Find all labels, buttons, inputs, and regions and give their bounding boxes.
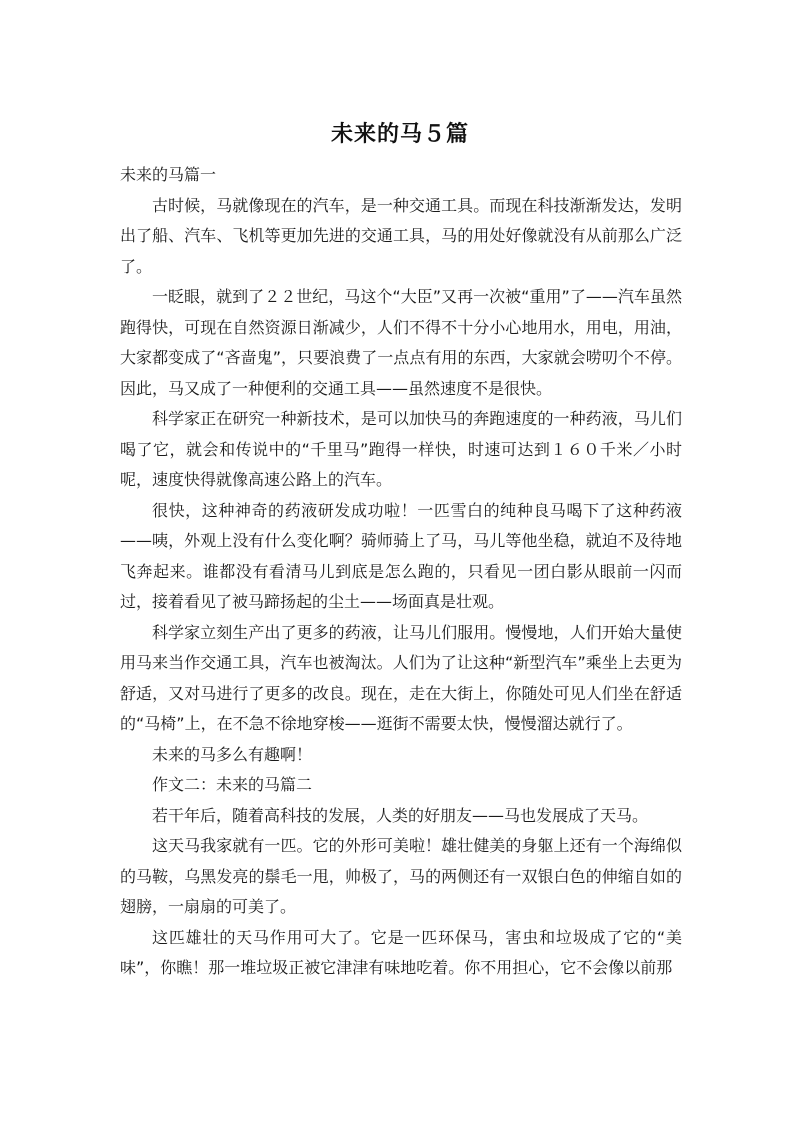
paragraph: 这匹雄壮的天马作用可大了。它是一匹环保马，害虫和垃圾成了它的“美味”，你瞧！那一堆垃圾正被它津津有味地吃着。你不用担心，它不会像以前那 — [120, 927, 682, 977]
document-body — [120, 160, 682, 984]
paragraph: 很快，这种神奇的药液研发成功啦！一匹雪白的纯种良马喝下了这种药液——咦，外观上没有什么变化啊？骑师骑上了马，马儿等他坐稳，就迫不及待地飞奔起来。谁都没有看清马儿到底是怎么跑的，只看见一团白影从眼前一闪而过，接着看见了被马蹄扬起的尘土——场面真是壮观。 — [120, 500, 682, 611]
document-title: 未来的马５篇 — [330, 122, 469, 147]
paragraph: 一眨眼，就到了２２世纪，马这个“大臣”又再一次被“重用”了——汽车虽然跑得快，可现在自然资源日渐减少，人们不得不十分小心地用水，用电，用油，大家都变成了“吝啬鬼”，只要浪费了一点点有用的东西，大家就会唠叨个不停。因此，马又成了一种便利的交通工具——虽然速度不是很快。 — [120, 287, 682, 398]
paragraph: 未来的马多么有趣啊！ — [152, 744, 313, 764]
section-heading: 未来的马篇一 — [120, 165, 217, 184]
paragraph: 科学家立刻生产出了更多的药液，让马儿们服用。慢慢地，人们开始大量使用马来当作交通工具，汽车也被淘汰。人们为了让这种“新型汽车”乘坐上去更为舒适，又对马进行了更多的改良。现在，走在大街上，你随处可见人们坐在舒适的“马椅”上，在不急不徐地穿梭——逛街不需要太快，慢慢溜达就行了。 — [120, 622, 682, 733]
paragraph: 古时候，马就像现在的汽车，是一种交通工具。而现在科技渐渐发达，发明出了船、汽车、飞机等更加先进的交通工具，马的用处好像就没有从前那么广泛了。 — [120, 195, 682, 276]
paragraph: 作文二：未来的马篇二 — [152, 775, 313, 794]
paragraph: 这天马我家就有一匹。它的外形可美啦！雄壮健美的身躯上还有一个海绵似的马鞍，乌黑发亮的鬃毛一甩，帅极了，马的两侧还有一双银白色的伸缩自如的翅膀，一扇扇的可美了。 — [120, 836, 682, 916]
paragraph: 科学家正在研究一种新技术，是可以加快马的奔跑速度的一种药液，马儿们喝了它，就会和传说中的“千里马”跑得一样快，时速可达到１６０千米／小时呢，速度快得就像高速公路上的汽车。 — [120, 409, 682, 489]
paragraph: 若干年后，随着高科技的发展，人类的好朋友——马也发展成了天马。 — [152, 805, 649, 825]
